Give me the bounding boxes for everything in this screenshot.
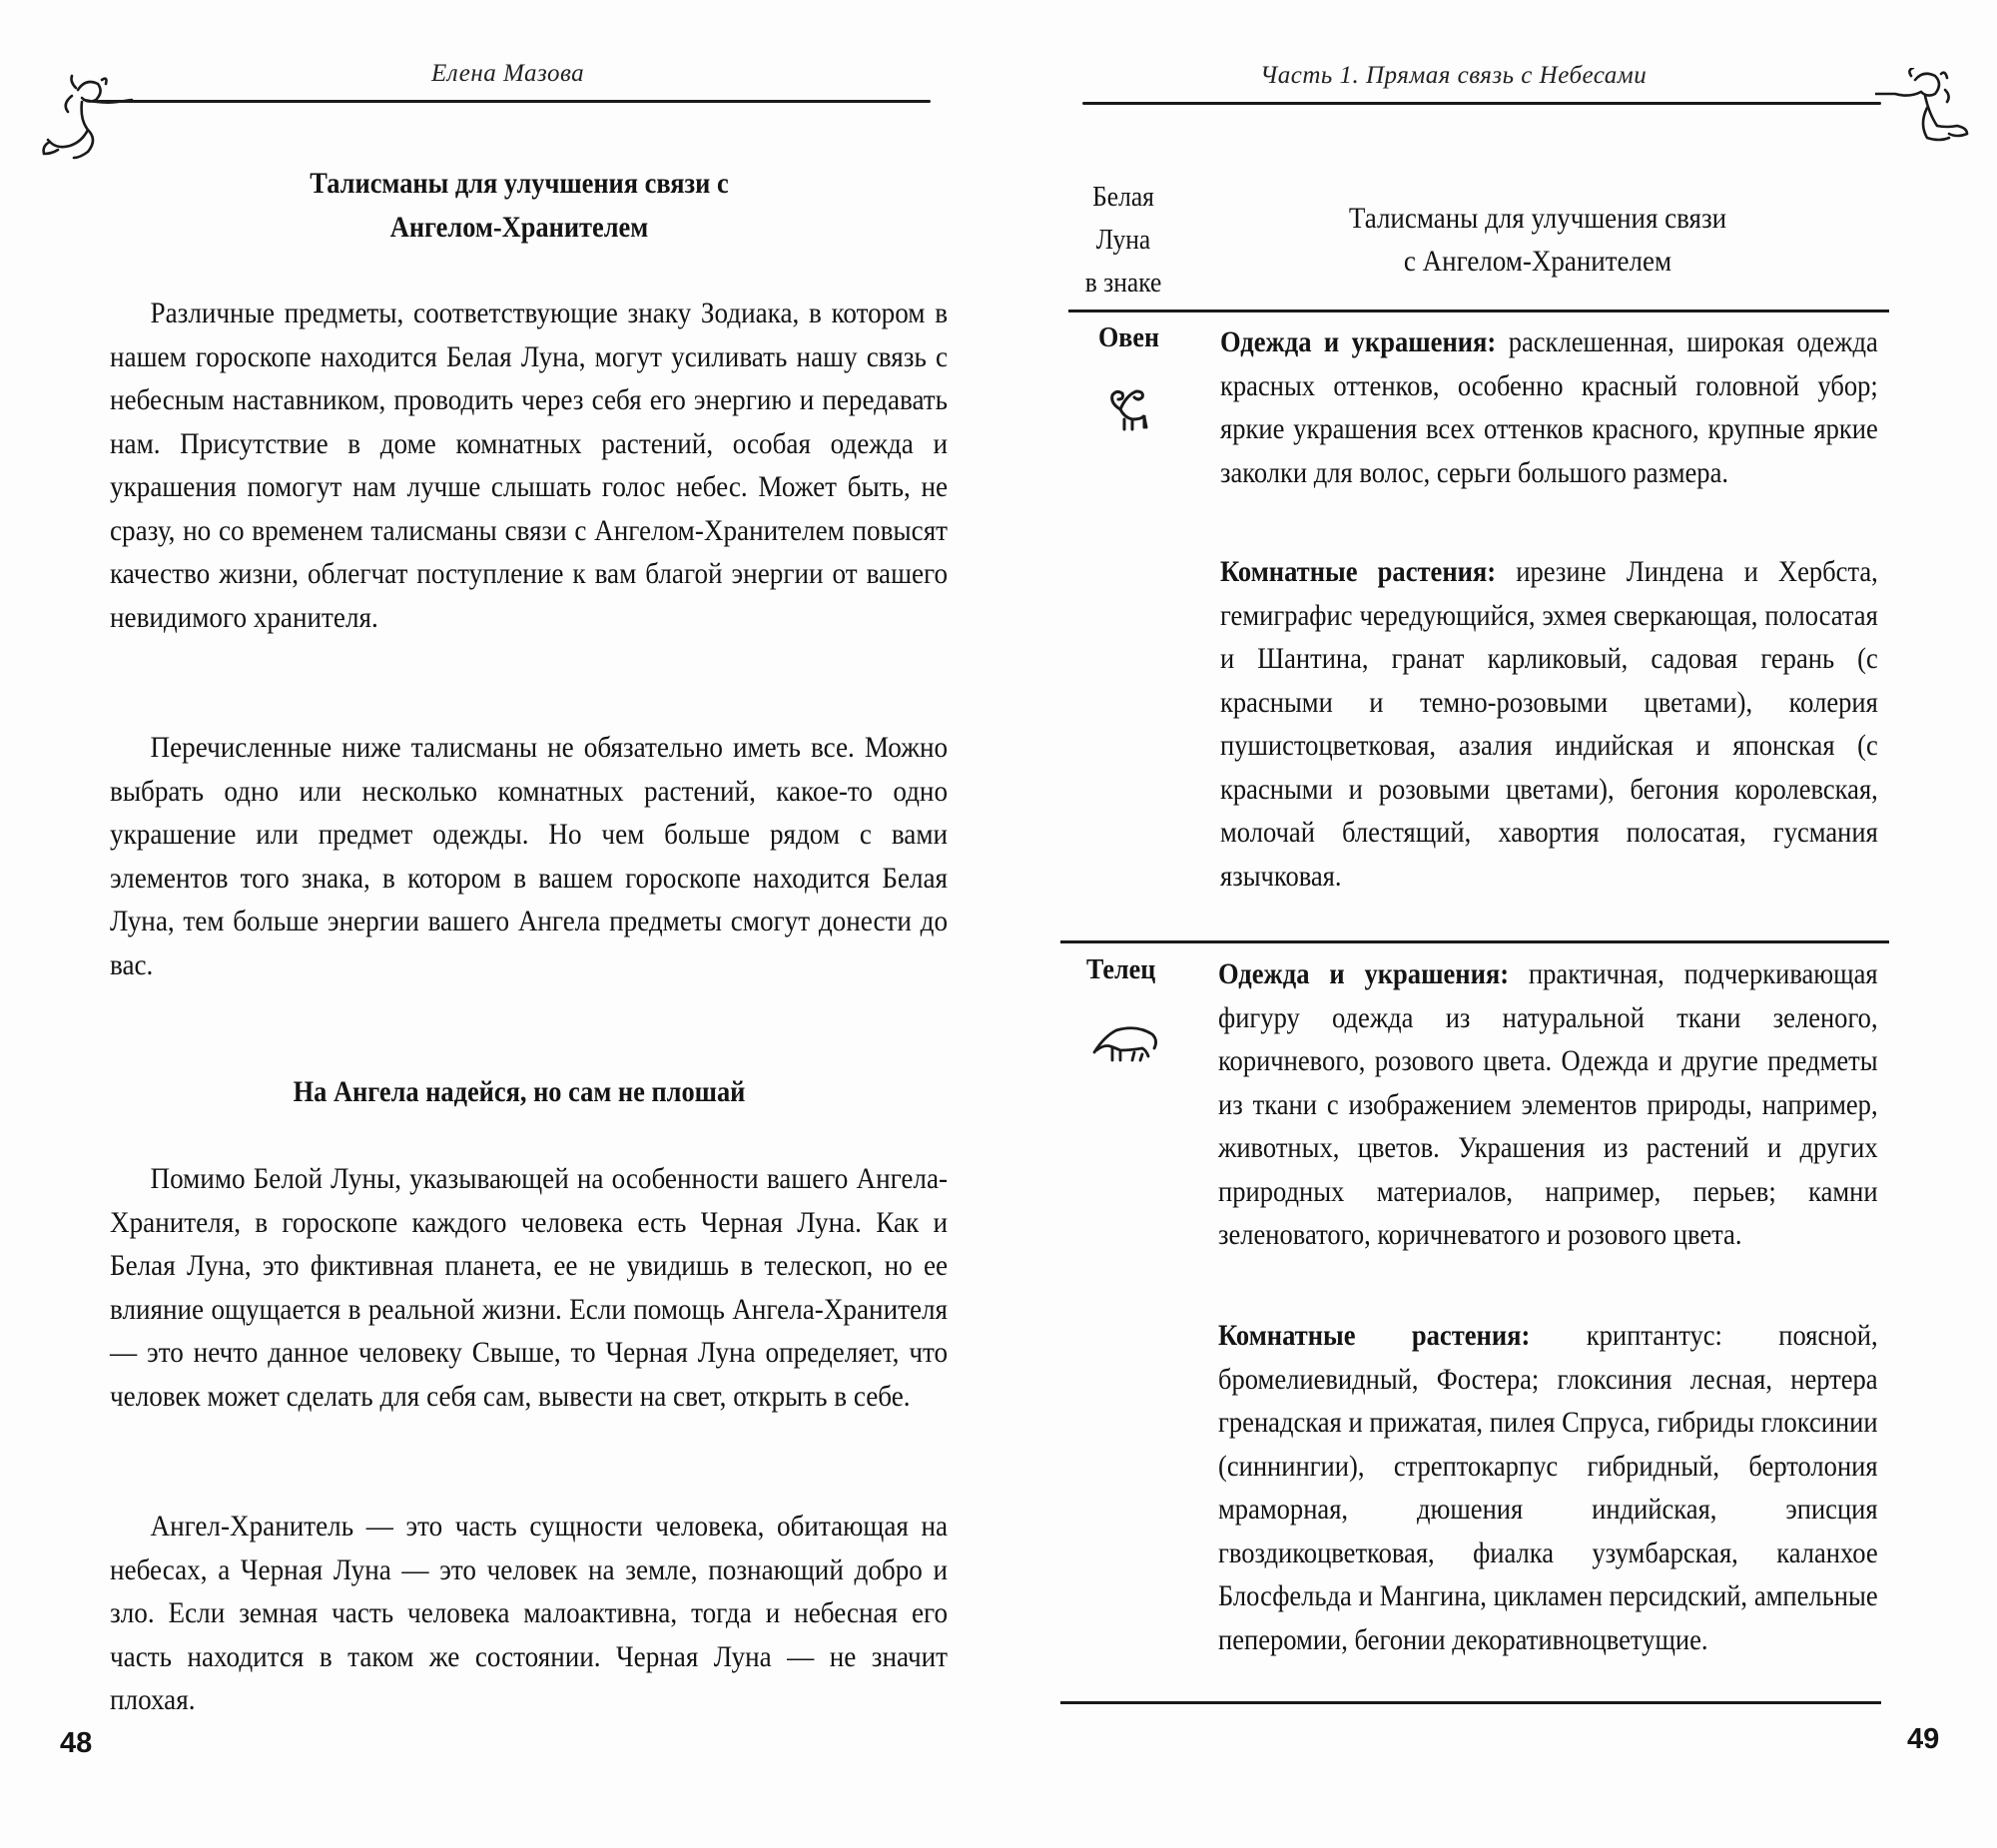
aries-plants-cell: Комнатные растения: ирезине Линдена и Хербста, гемиграфис чередующийся, эхмея сверкающая, полосатая и Шантина, гранат карликовый, садовая герань (с красными и темно-розовыми цветами), колерия пушистоцветковая, азалия индийская и японская (с красными и розовыми цветами), бегония королевская, молочай блестящий, хавортия полосатая, гусмания язычковая.	[1220, 556, 1878, 893]
taurus-bull-icon	[1090, 1020, 1160, 1064]
left-page	[0, 0, 998, 1848]
section-title-talismans: Талисманы для улучшения связи с Ангелом-Хранителем	[310, 167, 729, 244]
sign-name-aries: Овен	[1098, 321, 1160, 353]
paragraph: Помимо Белой Луны, указывающей на особенности вашего Ангела-Хранителя, в гороскопе каждого человека есть Черная Луна. Как и Белая Луна, это фиктивная планета, ее не увидишь в телескоп, но ее влияние ощущается в реальной жизни. Если помощь Ангела-Хранителя — это нечто данное человеку Свыше, то Черная Луна определяет, что человек может сделать для себя сам, вывести на свет, открыть в себе.	[110, 1163, 949, 1413]
page-number: 49	[1907, 1723, 1940, 1755]
sign-name-taurus: Телец	[1086, 953, 1156, 985]
table-header-sign: Белая Луна в знаке	[1084, 181, 1162, 299]
taurus-clothing-cell: Одежда и украшения: практичная, подчеркивающая фигуру одежда из натуральной ткани зеленого, коричневого, розового цвета. Одежда и другие предметы из ткани с изображением элементов природы, например, животных, цветов. Украшения из растений и других природных материалов, например, перьев; камни зеленоватого, коричневатого и розового цвета.	[1218, 958, 1878, 1251]
aries-ram-icon	[1106, 381, 1156, 435]
table-header-rule	[1068, 309, 1889, 312]
table-bottom-rule	[1060, 1701, 1881, 1704]
running-head-author: Елена Мазова	[431, 60, 585, 87]
paragraph: Различные предметы, соответствующие знаку Зодиака, в котором в нашем гороскопе находится Белая Луна, могут усиливать нашу связь с небесным наставником, проводить через себя его энергию и передавать нам. Присутствие в доме комнатных растений, особая одежда и украшения помогут нам лучше слышать голос небес. Может быть, не сразу, но со временем талисманы связи с Ангелом-Хранителем повысят качество жизни, облегчат поступление к вам благой энергии от вашего невидимого хранителя.	[110, 298, 949, 634]
page-number: 48	[60, 1727, 93, 1759]
taurus-plants-cell: Комнатные растения: криптантус: поясной, бромелиевидный, Фостера; глоксиния лесная, нертера гренадская и прижатая, пилея Спруса, гибриды глоксинии (синнингии), стрептокарпус гибридный, бертолония мраморная, дюшения индийская, эписция гвоздикоцветковая, фиалка узумбарская, каланхое Блосфельда и Мангина, цикламен персидский, ампельные пеперомии, бегонии декоративноцветущие.	[1218, 1320, 1878, 1656]
running-head-chapter: Часть 1. Прямая связь с Небесами	[1260, 62, 1648, 89]
section-title-angel: На Ангела надейся, но сам не плошай	[293, 1075, 746, 1108]
paragraph: Перечисленные ниже талисманы не обязательно иметь все. Можно выбрать одно или несколько комнатных растений, какое-то одно украшение или предмет одежды. Но чем больше рядом с вами элементов того знака, в котором в вашем гороскопе находится Белая Луна, тем больше энергии вашего Ангела предметы смогут донести до вас.	[110, 732, 949, 981]
cherub-ornament-icon	[28, 70, 138, 170]
header-rule	[92, 100, 931, 103]
header-rule	[1082, 102, 1881, 105]
table-header-talismans: Талисманы для улучшения связи с Ангелом-Хранителем	[1348, 202, 1727, 278]
aries-clothing-cell: Одежда и украшения: расклешенная, широкая одежда красных оттенков, особенно красный головной убор; яркие украшения всех оттенков красного, крупные яркие заколки для волос, серьги большого размера.	[1220, 326, 1878, 489]
row-divider	[1060, 940, 1889, 943]
cherub-ornament-icon	[1875, 68, 1990, 168]
right-page	[998, 0, 1997, 1848]
paragraph: Ангел-Хранитель — это часть сущности человека, обитающая на небесах, а Черная Луна — это человек на земле, познающий добро и зло. Если земная часть человека малоактивна, тогда и небесная его часть находится в таком же состоянии. Черная Луна — не значит плохая.	[110, 1511, 949, 1716]
